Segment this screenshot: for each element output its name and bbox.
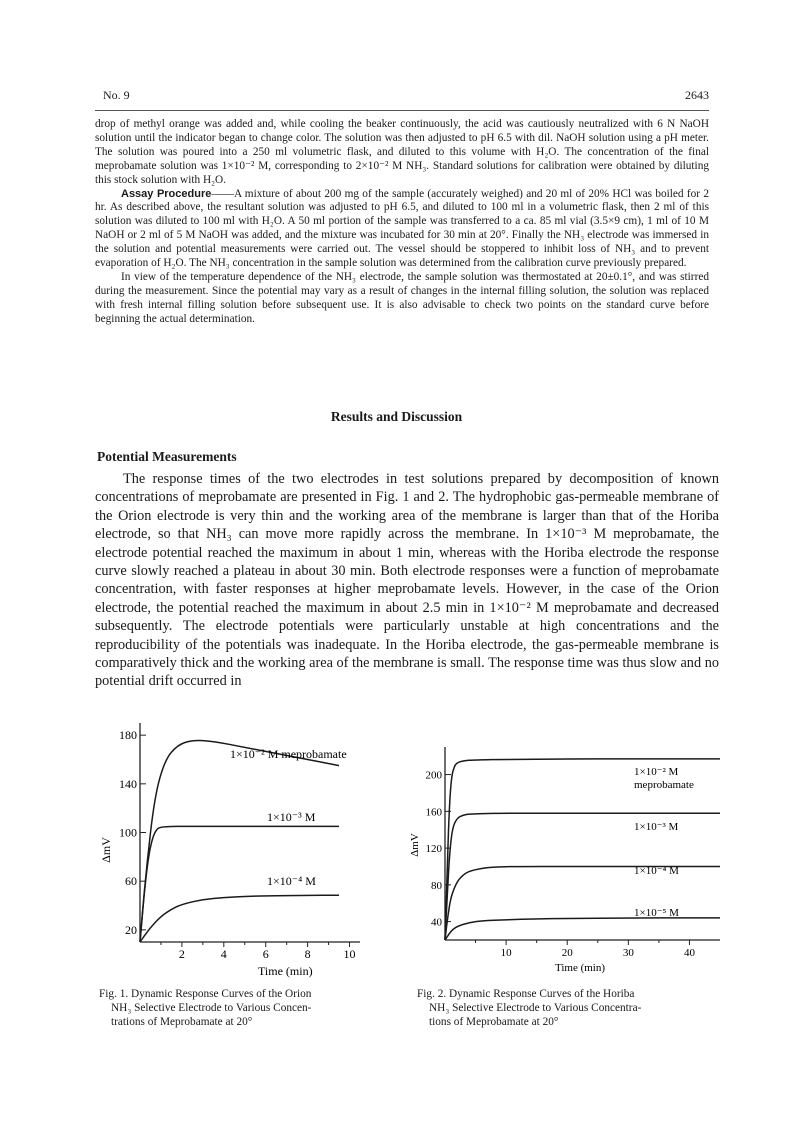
fig1-y-tick-label: 60 xyxy=(125,874,137,889)
results-paragraph: The response times of the two electrodes in test solutions prepared by decomposition of known concentrations of meprobamate are presented in Fig. 1 and 2. The hydrophobic gas-permeable membrane of the Orion electrode is very thin and the working area of the membrane is larger than that of the Horiba electrode, so that NH₃ can move more rapidly across the membrane. In 1×10⁻³ M meprobamate, the electrode potential reached the maximum in about 1 min, whereas with the Horiba electrode the response curve slowly reached a plateau in about 30 min. Both electrode responses were a function of meprobamate concentration, with faster responses at higher meprobamate levels. However, in the case of the Orion electrode, the potential reached the maximum in about 2.5 min in 1×10⁻² M meprobamate and decreased subsequently. The electrode potentials were particularly unstable at high concentrations and the reproducibility of the potentials was inadequate. In the Horiba electrode, the gas-permeable membrane is comparatively thick and the working area of the membrane is small. The response time was thus slow and no potential drift occurred in xyxy=(95,471,719,690)
fig2-y-tick-label: 40 xyxy=(431,916,442,929)
fig1-series-label-2: 1×10⁻³ M xyxy=(267,810,316,824)
fig2-series-line-3 xyxy=(445,867,720,941)
fig1-caption-line-2: NH₃ Selective Electrode to Various Concen- xyxy=(111,1002,312,1014)
journal-issue: No. 9 xyxy=(103,88,130,102)
fig1-x-tick-label: 4 xyxy=(220,947,227,961)
section-title: Results and Discussion xyxy=(330,409,463,424)
fig1-y-tick-label: 140 xyxy=(119,776,137,791)
fig2-x-tick-label: 30 xyxy=(622,947,634,959)
figure-1-chart xyxy=(80,718,380,983)
fig1-x-tick-label: 10 xyxy=(343,947,356,961)
methods-paragraph-3: In view of the temperature dependence of the NH₃ electrode, the sample solution was thermostated at 20±0.1°, and was stirred during the measurement. Since the potential may vary as a result of changes in the internal filling solution, the solution was replaced with fresh internal filling solution before subsequent use. It is also advisable to check two points on the standard curve before beginning the actual determination. xyxy=(95,270,709,325)
fig1-x-tick-label: 8 xyxy=(304,947,311,961)
fig2-y-tick-label: 120 xyxy=(425,843,442,856)
fig2-y-tick-label: 80 xyxy=(431,879,442,892)
fig2-series-label-3: 1×10⁻⁴ M xyxy=(634,865,679,877)
header-rule xyxy=(95,110,709,111)
fig1-y-tick-label: 180 xyxy=(119,728,137,743)
assay-text: A mixture of about 200 mg of the sample (accurately weighed) and 20 ml of 20% HCl was boiled for 2 hr. As described above, the resultant solution was adjusted to pH 6.5, and diluted to 100 ml in a volumetric flask, then 2 ml of this solution was diluted to 100 ml with H₂O. A 50 ml portion of the sample was transferred to a ca. 85 ml vial (3.5×9 cm), 1 ml of 10 M NaOH or 2 ml of 5 M NaOH was added, and the mixture was incubated for 30 min at 20°. Finally the NH₃ electrode was immersed in the solution and potential measurements were carried out. The vessel should be stoppered to inhibit loss of NH₃ and to prevent evaporation of H₂O. The NH₃ concentration in the sample solution was determined from the calibration curve previously prepared. xyxy=(95,187,709,270)
fig1-y-tick-label: 100 xyxy=(119,825,137,840)
subsection-title: Potential Measurements xyxy=(97,449,237,464)
fig1-series-label-1: 1×10⁻² M meprobamate xyxy=(230,747,347,761)
figure-1-caption xyxy=(99,987,311,1029)
fig1-x-tick-label: 6 xyxy=(262,947,269,961)
fig2-caption-line-3: tions of Meprobamate at 20° xyxy=(429,1016,559,1028)
fig2-x-tick-label: 40 xyxy=(683,947,695,959)
assay-paragraph xyxy=(95,188,709,271)
fig2-x-tick-label: 10 xyxy=(500,947,512,959)
fig2-y-axis-label: ΔmV xyxy=(409,833,421,857)
fig1-series-label-3: 1×10⁻⁴ M xyxy=(267,874,316,888)
fig1-x-axis-label: Time (min) xyxy=(258,964,313,978)
fig2-series-label-1b: meprobamate xyxy=(634,779,694,791)
fig2-y-tick-label: 160 xyxy=(425,806,442,819)
assay-heading: Assay Procedure xyxy=(121,187,212,200)
fig2-series-label-1a: 1×10⁻² M xyxy=(634,766,679,778)
fig2-y-tick-label: 200 xyxy=(425,769,442,782)
fig2-x-axis-label: Time (min) xyxy=(555,962,606,974)
page-number: 2643 xyxy=(685,88,709,102)
fig1-series-line-1 xyxy=(140,740,339,942)
fig1-y-axis-label: ΔmV xyxy=(99,837,113,863)
figure-2-caption xyxy=(417,987,641,1029)
figure-2-chart xyxy=(405,745,725,980)
fig2-series-label-4: 1×10⁻⁵ M xyxy=(634,907,679,919)
fig1-x-tick-label: 2 xyxy=(178,947,185,961)
fig1-series-line-3 xyxy=(140,895,339,942)
fig2-series-line-4 xyxy=(445,918,720,940)
results-text xyxy=(95,470,719,691)
methods-paragraph-1: drop of methyl orange was added and, while cooling the beaker continuously, the acid was cautiously neutralized with 6 N NaOH solution until the indicator began to change color. The solution was then adjusted to pH 6.5 with dil. NaOH solution using a pH meter. The solution was poured into a 250 ml volumetric flask, and diluted to this volume with H₂O. The concentration of the final meprobamate solution was 1×10⁻² M, corresponding to 2×10⁻² M NH₃. Standard solutions for calibration were obtained by diluting this stock solution with H₂O. xyxy=(95,118,709,186)
fig2-series-label-2: 1×10⁻³ M xyxy=(634,821,679,833)
fig2-caption-line-2: NH₃ Selective Electrode to Various Concentra- xyxy=(429,1002,642,1014)
fig1-caption-line-3: trations of Meprobamate at 20° xyxy=(111,1016,253,1028)
fig2-caption-line-1: Fig. 2. Dynamic Response Curves of the Horiba xyxy=(417,988,635,1000)
methods-text xyxy=(95,118,709,327)
fig2-x-tick-label: 20 xyxy=(561,947,573,959)
fig1-caption-line-1: Fig. 1. Dynamic Response Curves of the Orion xyxy=(99,988,312,1000)
fig1-y-tick-label: 20 xyxy=(125,922,137,937)
assay-dash: —— xyxy=(211,187,234,200)
fig1-series xyxy=(140,740,339,942)
